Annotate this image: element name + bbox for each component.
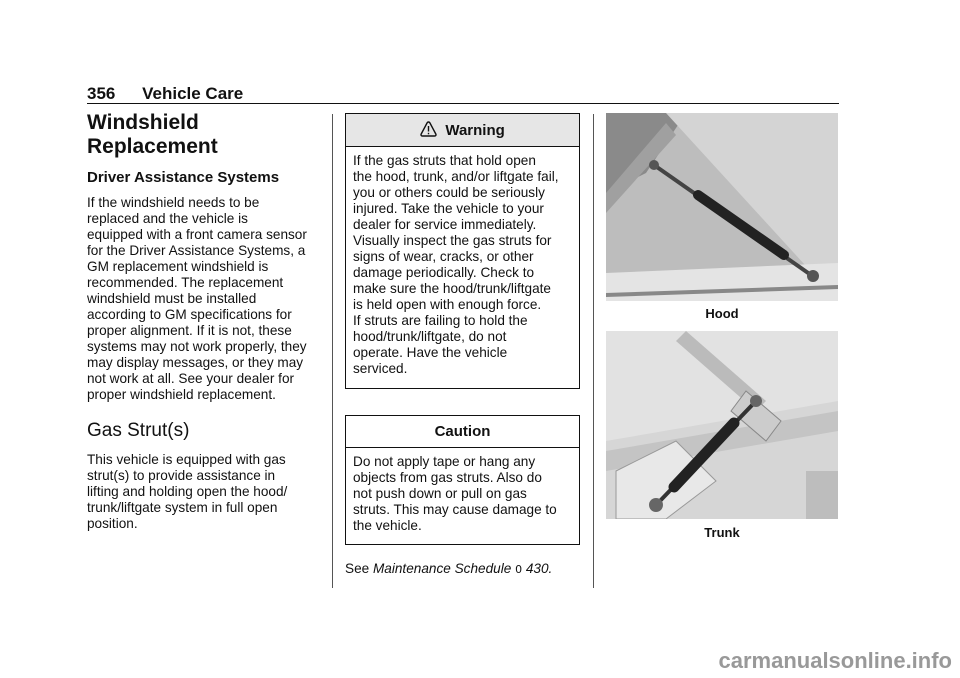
windshield-line: systems may not work properly, they — [87, 339, 307, 354]
windshield-line: GM replacement windshield is — [87, 259, 269, 274]
windshield-paragraph — [87, 195, 327, 403]
windshield-line: recommended. The replacement — [87, 275, 284, 290]
caution-text — [346, 448, 579, 540]
warning-line: the hood, trunk, and/or liftgate fail, — [353, 169, 559, 184]
hood-caption: Hood — [705, 306, 739, 321]
windshield-line: may display messages, or they may — [87, 355, 304, 370]
warning-line: dealer for service immediately. — [353, 217, 537, 232]
hood-strut-image — [606, 113, 838, 301]
warning-line: operate. Have the vehicle — [353, 345, 508, 360]
warning-line: damage periodically. Check to — [353, 265, 535, 280]
windshield-heading: Windshield Replacement — [87, 111, 218, 158]
warning-line: injured. Take the vehicle to your — [353, 201, 544, 216]
warning-title: Warning — [445, 122, 505, 139]
column-divider-right — [593, 114, 594, 588]
warning-line: If the gas struts that hold open — [353, 153, 536, 168]
windshield-line: according to GM specifications for — [87, 307, 292, 322]
windshield-line: replaced and the vehicle is — [87, 211, 248, 226]
warning-line: you or others could be seriously — [353, 185, 545, 200]
see-reference — [345, 561, 552, 576]
caution-line: struts. This may cause damage to — [353, 502, 557, 517]
windshield-line: proper windshield replacement. — [87, 387, 276, 402]
gas-struts-heading: Gas Strut(s) — [87, 420, 190, 441]
caution-line: Do not apply tape or hang any — [353, 454, 536, 469]
windshield-line: windshield must be installed — [87, 291, 257, 306]
warning-line: If struts are failing to hold the — [353, 313, 528, 328]
driver-assistance-heading: Driver Assistance Systems — [87, 169, 280, 186]
warning-text — [346, 147, 579, 383]
gas-struts-line: lifting and holding open the hood/ — [87, 484, 288, 499]
left-column — [87, 111, 327, 532]
page-number: 356 — [87, 84, 116, 103]
caution-title: Caution — [434, 423, 491, 440]
warning-icon — [420, 121, 437, 137]
caution-line: the vehicle. — [353, 518, 422, 533]
gas-struts-paragraph — [87, 452, 327, 532]
see-page: 430. — [525, 561, 553, 576]
trunk-strut-image — [606, 331, 838, 519]
gas-struts-line: trunk/liftgate system in full open — [87, 500, 278, 515]
section-title: Vehicle Care — [142, 84, 244, 103]
column-divider-left — [332, 114, 333, 588]
warning-line: is held open with enough force. — [353, 297, 542, 312]
warning-line: make sure the hood/trunk/liftgate — [353, 281, 551, 296]
gas-struts-line: strut(s) to provide assistance in — [87, 468, 276, 483]
warning-line: serviced. — [353, 361, 408, 376]
warning-line: hood/trunk/liftgate, do not — [353, 329, 507, 344]
header-rule — [87, 103, 839, 104]
warning-header — [346, 114, 579, 147]
page-ref-symbol: 0 — [515, 563, 523, 576]
see-link[interactable]: Maintenance Schedule — [372, 561, 512, 576]
windshield-line: not work at all. See your dealer for — [87, 371, 295, 386]
watermark-text: carmanualsonline.info — [718, 648, 952, 673]
warning-box — [345, 113, 580, 389]
caution-line: not push down or pull on gas — [353, 486, 527, 501]
warning-line: Visually inspect the gas struts for — [353, 233, 552, 248]
windshield-line: proper alignment. If it is not, these — [87, 323, 292, 338]
windshield-line: If the windshield needs to be — [87, 195, 260, 210]
windshield-line: equipped with a front camera sensor — [87, 227, 307, 242]
caution-line: objects from gas struts. Also do — [353, 470, 542, 485]
gas-struts-line: This vehicle is equipped with gas — [87, 452, 286, 467]
gas-struts-line: position. — [87, 516, 138, 531]
caution-box — [345, 415, 580, 545]
warning-line: signs of wear, cracks, or other — [353, 249, 534, 264]
see-prefix: See — [345, 561, 370, 576]
trunk-caption: Trunk — [704, 525, 740, 540]
windshield-line: for the Driver Assistance Systems, a — [87, 243, 306, 258]
page-header — [87, 84, 243, 104]
caution-header — [346, 416, 579, 448]
